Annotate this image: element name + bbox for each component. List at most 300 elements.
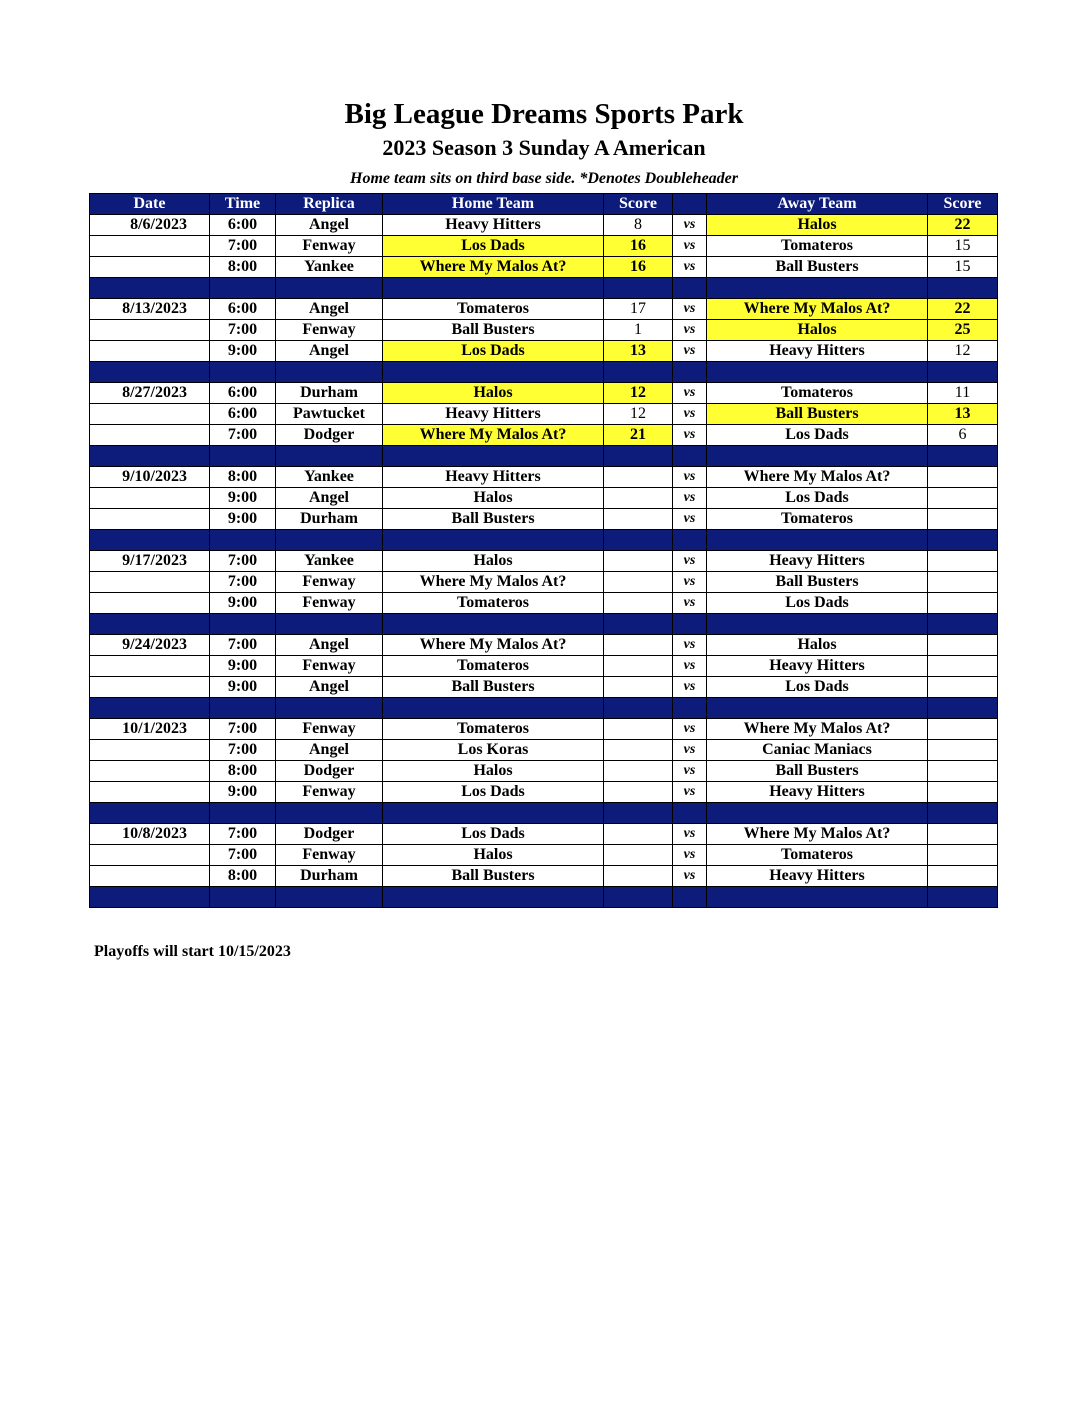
home-score: 16 (604, 257, 673, 278)
separator-cell (90, 362, 210, 383)
vs-label: vs (673, 824, 707, 845)
vs-label: vs (673, 656, 707, 677)
home-team: Where My Malos At? (383, 572, 604, 593)
vs-label: vs (673, 719, 707, 740)
table-row (90, 236, 998, 257)
home-score (604, 782, 673, 803)
home-score (604, 467, 673, 488)
separator-cell (707, 887, 928, 908)
replica-field: Dodger (276, 761, 383, 782)
separator-cell (707, 362, 928, 383)
column-header-away-team: Away Team (707, 194, 928, 215)
replica-field: Fenway (276, 572, 383, 593)
game-time: 8:00 (210, 467, 276, 488)
home-team: Los Dads (383, 824, 604, 845)
replica-field: Fenway (276, 656, 383, 677)
game-date (90, 257, 210, 278)
replica-field: Yankee (276, 467, 383, 488)
table-row (90, 467, 998, 488)
week-separator-row (90, 446, 998, 467)
home-team: Where My Malos At? (383, 425, 604, 446)
game-date (90, 740, 210, 761)
replica-field: Fenway (276, 782, 383, 803)
home-score (604, 509, 673, 530)
table-row (90, 593, 998, 614)
vs-label: vs (673, 845, 707, 866)
home-score (604, 551, 673, 572)
game-time: 8:00 (210, 257, 276, 278)
separator-cell (928, 362, 998, 383)
separator-cell (673, 614, 707, 635)
table-row (90, 761, 998, 782)
home-team: Los Dads (383, 236, 604, 257)
away-team: Los Dads (707, 488, 928, 509)
away-team: Heavy Hitters (707, 782, 928, 803)
away-score: 11 (928, 383, 998, 404)
replica-field: Fenway (276, 320, 383, 341)
home-score: 13 (604, 341, 673, 362)
game-time: 7:00 (210, 845, 276, 866)
game-time: 7:00 (210, 320, 276, 341)
game-date: 10/8/2023 (90, 824, 210, 845)
replica-field: Dodger (276, 824, 383, 845)
page-title: Big League Dreams Sports Park (344, 98, 744, 130)
game-time: 9:00 (210, 593, 276, 614)
separator-cell (707, 278, 928, 299)
table-row (90, 509, 998, 530)
column-header-away-score: Score (928, 194, 998, 215)
separator-cell (90, 803, 210, 824)
home-score (604, 740, 673, 761)
away-score (928, 656, 998, 677)
away-score (928, 635, 998, 656)
replica-field: Angel (276, 215, 383, 236)
away-score (928, 509, 998, 530)
separator-cell (383, 803, 604, 824)
week-separator-row (90, 698, 998, 719)
away-score (928, 866, 998, 887)
separator-cell (276, 803, 383, 824)
vs-label: vs (673, 761, 707, 782)
replica-field: Angel (276, 341, 383, 362)
game-time: 8:00 (210, 761, 276, 782)
separator-cell (90, 530, 210, 551)
vs-label: vs (673, 635, 707, 656)
away-team: Ball Busters (707, 257, 928, 278)
away-score (928, 761, 998, 782)
separator-cell (276, 698, 383, 719)
replica-field: Dodger (276, 425, 383, 446)
vs-label: vs (673, 740, 707, 761)
table-row (90, 845, 998, 866)
vs-label: vs (673, 551, 707, 572)
home-score (604, 761, 673, 782)
game-time: 9:00 (210, 782, 276, 803)
vs-label: vs (673, 299, 707, 320)
home-score: 1 (604, 320, 673, 341)
home-score (604, 677, 673, 698)
away-score (928, 740, 998, 761)
away-team: Los Dads (707, 677, 928, 698)
separator-cell (276, 362, 383, 383)
game-date (90, 488, 210, 509)
away-team: Tomateros (707, 383, 928, 404)
home-score (604, 719, 673, 740)
home-team: Halos (383, 383, 604, 404)
replica-field: Yankee (276, 257, 383, 278)
vs-label: vs (673, 383, 707, 404)
separator-cell (604, 803, 673, 824)
vs-label: vs (673, 467, 707, 488)
column-header-replica: Replica (276, 194, 383, 215)
replica-field: Angel (276, 299, 383, 320)
game-date: 9/10/2023 (90, 467, 210, 488)
home-score (604, 593, 673, 614)
away-team: Heavy Hitters (707, 551, 928, 572)
home-team: Tomateros (383, 656, 604, 677)
away-score (928, 572, 998, 593)
away-team: Heavy Hitters (707, 866, 928, 887)
table-row (90, 257, 998, 278)
vs-label: vs (673, 488, 707, 509)
away-team: Where My Malos At? (707, 824, 928, 845)
vs-label: vs (673, 866, 707, 887)
home-score: 17 (604, 299, 673, 320)
away-team: Halos (707, 635, 928, 656)
vs-label: vs (673, 572, 707, 593)
home-team: Los Dads (383, 341, 604, 362)
home-team: Tomateros (383, 593, 604, 614)
game-time: 7:00 (210, 425, 276, 446)
separator-cell (673, 530, 707, 551)
table-row (90, 656, 998, 677)
separator-cell (928, 530, 998, 551)
home-score (604, 845, 673, 866)
home-score: 8 (604, 215, 673, 236)
separator-cell (604, 698, 673, 719)
separator-cell (707, 446, 928, 467)
game-date (90, 404, 210, 425)
away-team: Where My Malos At? (707, 299, 928, 320)
schedule-header-row (90, 194, 998, 215)
home-score (604, 656, 673, 677)
away-score: 15 (928, 257, 998, 278)
separator-cell (383, 362, 604, 383)
table-row (90, 383, 998, 404)
home-score (604, 572, 673, 593)
away-score (928, 488, 998, 509)
week-separator-row (90, 887, 998, 908)
vs-label: vs (673, 320, 707, 341)
separator-cell (210, 614, 276, 635)
separator-cell (276, 887, 383, 908)
home-team: Halos (383, 488, 604, 509)
home-score (604, 866, 673, 887)
game-date (90, 425, 210, 446)
replica-field: Angel (276, 677, 383, 698)
separator-cell (673, 698, 707, 719)
away-score: 25 (928, 320, 998, 341)
separator-cell (210, 278, 276, 299)
table-row (90, 320, 998, 341)
home-team: Los Koras (383, 740, 604, 761)
game-time: 8:00 (210, 866, 276, 887)
week-separator-row (90, 362, 998, 383)
separator-cell (210, 698, 276, 719)
table-row (90, 551, 998, 572)
home-team: Heavy Hitters (383, 404, 604, 425)
away-team: Ball Busters (707, 761, 928, 782)
game-date: 9/17/2023 (90, 551, 210, 572)
game-date (90, 761, 210, 782)
game-time: 6:00 (210, 215, 276, 236)
separator-cell (604, 362, 673, 383)
away-score: 6 (928, 425, 998, 446)
game-date: 9/24/2023 (90, 635, 210, 656)
separator-cell (276, 530, 383, 551)
game-time: 6:00 (210, 299, 276, 320)
replica-field: Angel (276, 635, 383, 656)
game-date (90, 782, 210, 803)
away-team: Halos (707, 320, 928, 341)
separator-cell (928, 614, 998, 635)
separator-cell (707, 803, 928, 824)
table-row (90, 215, 998, 236)
home-score (604, 488, 673, 509)
game-date (90, 866, 210, 887)
away-team: Tomateros (707, 236, 928, 257)
column-header-date: Date (90, 194, 210, 215)
replica-field: Fenway (276, 236, 383, 257)
replica-field: Pawtucket (276, 404, 383, 425)
separator-cell (928, 698, 998, 719)
game-date (90, 677, 210, 698)
separator-cell (210, 446, 276, 467)
away-team: Where My Malos At? (707, 467, 928, 488)
separator-cell (90, 887, 210, 908)
separator-cell (90, 278, 210, 299)
column-header-time: Time (210, 194, 276, 215)
separator-cell (90, 698, 210, 719)
week-separator-row (90, 803, 998, 824)
away-team: Halos (707, 215, 928, 236)
away-score (928, 719, 998, 740)
away-team: Caniac Maniacs (707, 740, 928, 761)
separator-cell (383, 530, 604, 551)
home-score: 12 (604, 383, 673, 404)
game-date (90, 509, 210, 530)
separator-cell (604, 614, 673, 635)
game-time: 9:00 (210, 341, 276, 362)
home-team: Where My Malos At? (383, 257, 604, 278)
home-score (604, 635, 673, 656)
separator-cell (383, 446, 604, 467)
separator-cell (673, 446, 707, 467)
table-row (90, 572, 998, 593)
separator-cell (383, 887, 604, 908)
home-score: 12 (604, 404, 673, 425)
separator-cell (707, 698, 928, 719)
home-team: Halos (383, 761, 604, 782)
away-score: 22 (928, 299, 998, 320)
game-date (90, 572, 210, 593)
away-team: Heavy Hitters (707, 656, 928, 677)
separator-cell (276, 278, 383, 299)
replica-field: Durham (276, 509, 383, 530)
game-date (90, 236, 210, 257)
away-team: Heavy Hitters (707, 341, 928, 362)
game-time: 7:00 (210, 236, 276, 257)
separator-cell (928, 803, 998, 824)
separator-cell (383, 278, 604, 299)
away-team: Where My Malos At? (707, 719, 928, 740)
replica-field: Yankee (276, 551, 383, 572)
table-row (90, 404, 998, 425)
separator-cell (604, 278, 673, 299)
game-date: 10/1/2023 (90, 719, 210, 740)
home-team: Los Dads (383, 782, 604, 803)
separator-cell (928, 446, 998, 467)
game-date (90, 593, 210, 614)
replica-field: Angel (276, 740, 383, 761)
away-team: Tomateros (707, 509, 928, 530)
separator-cell (707, 530, 928, 551)
separator-cell (673, 278, 707, 299)
playoffs-note: Playoffs will start 10/15/2023 (94, 943, 291, 960)
week-separator-row (90, 530, 998, 551)
table-row (90, 782, 998, 803)
table-row (90, 635, 998, 656)
game-date (90, 320, 210, 341)
separator-cell (383, 698, 604, 719)
home-team: Ball Busters (383, 509, 604, 530)
separator-cell (90, 614, 210, 635)
game-time: 9:00 (210, 488, 276, 509)
separator-cell (210, 803, 276, 824)
game-date (90, 845, 210, 866)
replica-field: Durham (276, 383, 383, 404)
away-score (928, 845, 998, 866)
away-team: Los Dads (707, 593, 928, 614)
replica-field: Durham (276, 866, 383, 887)
home-team: Ball Busters (383, 866, 604, 887)
table-row (90, 824, 998, 845)
separator-cell (673, 803, 707, 824)
separator-cell (604, 530, 673, 551)
separator-cell (707, 614, 928, 635)
away-score (928, 677, 998, 698)
table-row (90, 425, 998, 446)
away-score (928, 551, 998, 572)
page-subtitle: 2023 Season 3 Sunday A American (382, 135, 706, 160)
game-time: 7:00 (210, 719, 276, 740)
replica-field: Fenway (276, 719, 383, 740)
vs-label: vs (673, 404, 707, 425)
vs-label: vs (673, 215, 707, 236)
separator-cell (210, 887, 276, 908)
game-time: 9:00 (210, 656, 276, 677)
home-team: Ball Busters (383, 320, 604, 341)
away-score: 15 (928, 236, 998, 257)
game-time: 7:00 (210, 740, 276, 761)
home-team: Tomateros (383, 299, 604, 320)
separator-cell (276, 446, 383, 467)
home-team: Where My Malos At? (383, 635, 604, 656)
week-separator-row (90, 614, 998, 635)
home-team: Heavy Hitters (383, 467, 604, 488)
away-team: Tomateros (707, 845, 928, 866)
vs-label: vs (673, 509, 707, 530)
away-score (928, 593, 998, 614)
game-date: 8/6/2023 (90, 215, 210, 236)
game-date: 8/27/2023 (90, 383, 210, 404)
separator-cell (276, 614, 383, 635)
separator-cell (673, 362, 707, 383)
away-score: 12 (928, 341, 998, 362)
away-score (928, 467, 998, 488)
vs-label: vs (673, 782, 707, 803)
vs-label: vs (673, 257, 707, 278)
separator-cell (90, 446, 210, 467)
away-team: Ball Busters (707, 572, 928, 593)
away-team: Los Dads (707, 425, 928, 446)
home-team: Halos (383, 551, 604, 572)
column-header-home-score: Score (604, 194, 673, 215)
separator-cell (210, 362, 276, 383)
game-time: 7:00 (210, 635, 276, 656)
table-row (90, 299, 998, 320)
separator-cell (210, 530, 276, 551)
separator-cell (928, 887, 998, 908)
week-separator-row (90, 278, 998, 299)
game-time: 7:00 (210, 824, 276, 845)
home-team: Tomateros (383, 719, 604, 740)
vs-label: vs (673, 236, 707, 257)
schedule-body (90, 215, 998, 908)
separator-cell (673, 887, 707, 908)
table-row (90, 677, 998, 698)
home-team: Ball Busters (383, 677, 604, 698)
game-time: 6:00 (210, 404, 276, 425)
separator-cell (928, 278, 998, 299)
table-row (90, 719, 998, 740)
vs-label: vs (673, 341, 707, 362)
home-team-note: Home team sits on third base side. *Denotes Doubleheader (350, 170, 738, 187)
home-score: 21 (604, 425, 673, 446)
replica-field: Fenway (276, 845, 383, 866)
away-score: 22 (928, 215, 998, 236)
game-time: 9:00 (210, 677, 276, 698)
game-time: 6:00 (210, 383, 276, 404)
home-score (604, 824, 673, 845)
table-row (90, 341, 998, 362)
schedule-table (89, 193, 998, 908)
away-score (928, 782, 998, 803)
away-team: Ball Busters (707, 404, 928, 425)
game-time: 7:00 (210, 572, 276, 593)
away-score: 13 (928, 404, 998, 425)
replica-field: Angel (276, 488, 383, 509)
separator-cell (383, 614, 604, 635)
column-header-home-team: Home Team (383, 194, 604, 215)
game-time: 9:00 (210, 509, 276, 530)
game-time: 7:00 (210, 551, 276, 572)
home-team: Heavy Hitters (383, 215, 604, 236)
table-row (90, 866, 998, 887)
vs-label: vs (673, 425, 707, 446)
away-score (928, 824, 998, 845)
column-header-vs (673, 194, 707, 215)
